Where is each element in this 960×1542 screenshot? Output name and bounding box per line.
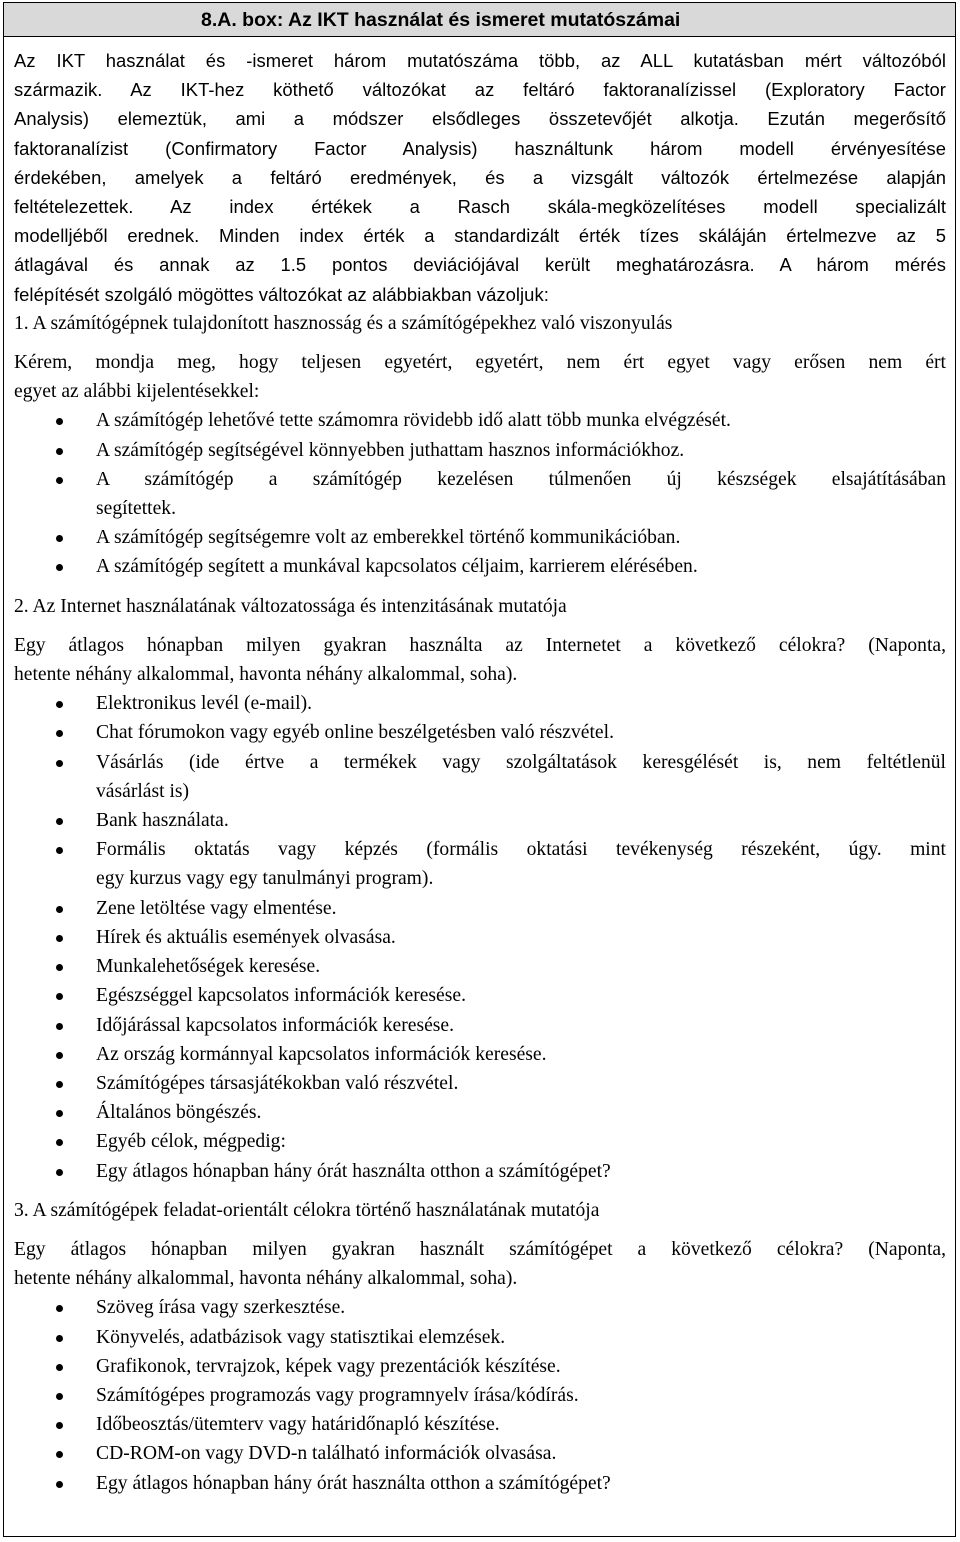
item-text: Egyéb célok, mégpedig: xyxy=(96,1131,286,1153)
bullet-icon xyxy=(56,1139,63,1146)
list-item xyxy=(14,436,946,465)
list-item xyxy=(14,981,946,1010)
intro-line: átlagával és annak az 1.5 pontos deviációjával került meghatározásra. A három mérés xyxy=(14,254,946,276)
bullet-icon xyxy=(56,448,63,455)
list-item xyxy=(14,1040,946,1069)
item-text: Munkalehetőségek keresése. xyxy=(96,956,321,978)
intro-paragraph xyxy=(14,46,946,309)
bullet-icon xyxy=(56,1081,63,1088)
intro-line: faktoranalízist (Confirmatory Factor Analysis) használtunk három modell érvényesítése xyxy=(14,137,946,159)
item-text: Egészséggel kapcsolatos információk keresése. xyxy=(96,985,466,1007)
bullet-icon xyxy=(56,1305,63,1312)
intro-line: felépítését szolgáló mögöttes változókat az alábbiakban vázoljuk: xyxy=(14,283,549,305)
list-item xyxy=(14,748,946,806)
item-text: Számítógépes programozás vagy programnyelv írása/kódírás. xyxy=(96,1384,579,1406)
item-text: Formális oktatás vagy képzés (formális oktatási tevékenység részeként, úgy. mint xyxy=(96,839,946,861)
list-item xyxy=(14,718,946,747)
intro-line: Analysis) elemeztük, ami a módszer elsődleges összetevőjét alkotja. Ezután megerősítő xyxy=(14,108,946,130)
box-title: 8.A. box: Az IKT használat és ismeret mutatószámai xyxy=(201,9,681,31)
item-text: Vásárlás (ide értve a termékek vagy szolgáltatások keresgélését is, nem feltétlenül xyxy=(96,751,946,773)
item-text: Szöveg írása vagy szerkesztése. xyxy=(96,1297,346,1319)
item-text: Időjárással kapcsolatos információk keresése. xyxy=(96,1014,454,1036)
text-box xyxy=(3,2,956,1537)
bullet-icon xyxy=(56,847,63,854)
bullet-icon xyxy=(56,1169,63,1176)
list-item xyxy=(14,1127,946,1156)
bullet-icon xyxy=(56,1451,63,1458)
item-text: Zene letöltése vagy elmentése. xyxy=(96,897,337,919)
item-text: egy kurzus vagy egy tanulmányi program). xyxy=(96,868,434,890)
section-heading: 3. A számítógépek feladat-orientált célokra történő használatának mutatója xyxy=(14,1199,600,1221)
list-item xyxy=(14,1439,946,1468)
list-item xyxy=(14,894,946,923)
bullet-icon xyxy=(56,701,63,708)
item-list xyxy=(14,406,946,581)
section-heading: 1. A számítógépnek tulajdonított hasznosság és a számítógépekhez való viszonyulás xyxy=(14,312,673,334)
item-text: Bank használata. xyxy=(96,810,229,832)
section-1 xyxy=(14,309,946,582)
list-item xyxy=(14,952,946,981)
bullet-icon xyxy=(56,1052,63,1059)
bullet-icon xyxy=(56,935,63,942)
item-text: Időbeosztás/ütemterv vagy határidőnapló készítése. xyxy=(96,1414,500,1436)
list-item xyxy=(14,1157,946,1186)
list-item xyxy=(14,523,946,552)
list-item xyxy=(14,1293,946,1322)
item-text: vásárlást is) xyxy=(96,780,190,802)
bullet-icon xyxy=(56,1335,63,1342)
list-item xyxy=(14,1381,946,1410)
list-item xyxy=(14,923,946,952)
question-line: Kérem, mondja meg, hogy teljesen egyetért, egyetért, nem ért egyet vagy erősen nem ért xyxy=(14,352,946,374)
item-text: Egy átlagos hónapban hány órát használta otthon a számítógépet? xyxy=(96,1472,611,1494)
list-item xyxy=(14,1323,946,1352)
list-item xyxy=(14,835,946,893)
question-line: hetente néhány alkalommal, havonta néhány alkalommal, soha). xyxy=(14,664,518,686)
bullet-icon xyxy=(56,1364,63,1371)
bullet-icon xyxy=(56,477,63,484)
item-text: Egy átlagos hónapban hány órát használta otthon a számítógépet? xyxy=(96,1160,611,1182)
list-item xyxy=(14,465,946,523)
item-text: Az ország kormánnyal kapcsolatos információk keresése. xyxy=(96,1043,547,1065)
bullet-icon xyxy=(56,730,63,737)
box-content xyxy=(14,46,946,1498)
item-text: Hírek és aktuális események olvasása. xyxy=(96,926,396,948)
item-text: A számítógép segített a munkával kapcsolatos céljaim, karrierem elérésében. xyxy=(96,556,698,578)
bullet-icon xyxy=(56,418,63,425)
item-text: Elektronikus levél (e-mail). xyxy=(96,693,313,715)
item-text: segítettek. xyxy=(96,498,176,520)
bullet-icon xyxy=(56,818,63,825)
list-item xyxy=(14,1098,946,1127)
section-3 xyxy=(14,1196,946,1498)
bullet-icon xyxy=(56,535,63,542)
item-text: Chat fórumokon vagy egyéb online beszélgetésben való részvétel. xyxy=(96,722,614,744)
question xyxy=(14,1235,946,1293)
section-2 xyxy=(14,592,946,1186)
item-text: A számítógép a számítógép kezelésen túlmenően új készségek elsajátításában xyxy=(96,468,946,490)
item-list xyxy=(14,1293,946,1497)
question-line: hetente néhány alkalommal, havonta néhány alkalommal, soha). xyxy=(14,1268,518,1290)
item-text: A számítógép segítségemre volt az emberekkel történő kommunikációban. xyxy=(96,527,681,549)
bullet-icon xyxy=(56,1393,63,1400)
item-text: Számítógépes társasjátékokban való részvétel. xyxy=(96,1072,459,1094)
bullet-icon xyxy=(56,1023,63,1030)
item-text: Általános böngészés. xyxy=(96,1102,262,1124)
list-item xyxy=(14,552,946,581)
section-heading: 2. Az Internet használatának változatossága és intenzitásának mutatója xyxy=(14,595,567,617)
item-list xyxy=(14,689,946,1185)
list-item xyxy=(14,406,946,435)
bullet-icon xyxy=(56,564,63,571)
list-item xyxy=(14,1352,946,1381)
intro-line: származik. Az IKT-hez köthető változókat az feltáró faktoranalízissel (Exploratory Factor xyxy=(14,79,946,101)
list-item xyxy=(14,1469,946,1498)
list-item xyxy=(14,1410,946,1439)
bullet-icon xyxy=(56,964,63,971)
question-line: Egy átlagos hónapban milyen gyakran használt számítógépet a következő célokra? (Naponta, xyxy=(14,1238,946,1260)
question xyxy=(14,631,946,689)
bullet-icon xyxy=(56,993,63,1000)
item-text: CD-ROM-on vagy DVD-n található információk olvasása. xyxy=(96,1443,557,1465)
bullet-icon xyxy=(56,1481,63,1488)
title-bar xyxy=(4,3,955,37)
bullet-icon xyxy=(56,760,63,767)
bullet-icon xyxy=(56,1110,63,1117)
question-line: Egy átlagos hónapban milyen gyakran használta az Internetet a következő célokra? (Naponta, xyxy=(14,634,946,656)
list-item xyxy=(14,806,946,835)
item-text: A számítógép lehetővé tette számomra rövidebb idő alatt több munka elvégzését. xyxy=(96,410,731,432)
bullet-icon xyxy=(56,1422,63,1429)
intro-line: feltételezettek. Az index értékek a Rasch skála-megközelítéses modell specializált xyxy=(14,196,946,218)
item-text: Könyvelés, adatbázisok vagy statisztikai elemzések. xyxy=(96,1326,506,1348)
question xyxy=(14,348,946,406)
list-item xyxy=(14,1011,946,1040)
list-item xyxy=(14,1069,946,1098)
intro-line: Az IKT használat és -ismeret három mutatószáma több, az ALL kutatásban mért változóból xyxy=(14,50,946,71)
list-item xyxy=(14,689,946,718)
bullet-icon xyxy=(56,906,63,913)
question-line: egyet az alábbi kijelentésekkel: xyxy=(14,381,260,403)
intro-line: modelljéből erednek. Minden index érték a standardizált érték tízes skáláján értelmezve az 5 xyxy=(14,225,946,247)
intro-line: érdekében, amelyek a feltáró eredmények, és a vizsgált változók értelmezése alapján xyxy=(14,166,946,188)
item-text: Grafikonok, tervrajzok, képek vagy prezentációk készítése. xyxy=(96,1355,561,1377)
item-text: A számítógép segítségével könnyebben juthattam hasznos információkhoz. xyxy=(96,439,685,461)
